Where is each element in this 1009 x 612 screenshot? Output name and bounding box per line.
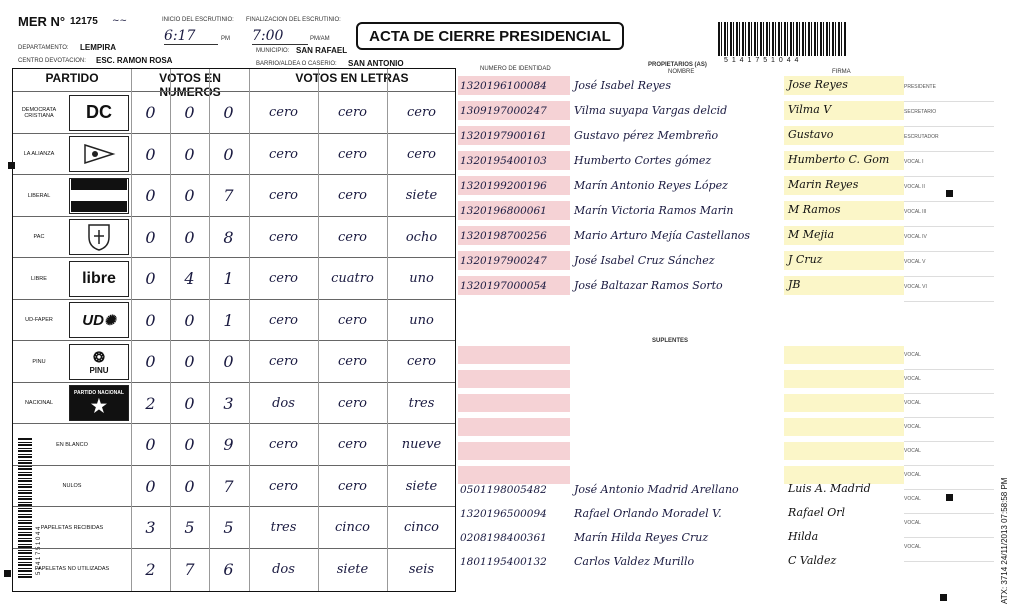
vote-word: dos	[272, 561, 295, 577]
departamento-value: LEMPIRA	[80, 43, 116, 52]
vote-row	[13, 548, 455, 591]
member-name: José Baltazar Ramos Sorto	[574, 279, 723, 292]
vote-word: cero	[337, 229, 367, 245]
role-label: VOCAL VI	[904, 284, 994, 302]
vote-word: cero	[337, 146, 367, 162]
municipio-value: SAN RAFAEL	[296, 46, 348, 55]
liberal-flag-icon	[69, 178, 129, 214]
signature: Jose Reyes	[788, 78, 848, 91]
suplentes-header: SUPLENTES	[652, 338, 689, 344]
vote-digit: 0	[223, 103, 234, 123]
vote-word: uno	[409, 312, 434, 328]
vote-word: cero	[268, 105, 298, 121]
blank-signature-field	[784, 442, 904, 460]
signature: Gustavo	[788, 128, 834, 141]
vote-digit: 7	[184, 559, 195, 579]
member-id: 1320196800061	[458, 201, 570, 220]
role-label: VOCAL	[904, 496, 994, 514]
registration-mark	[940, 594, 947, 601]
vote-digit: 1	[223, 269, 234, 289]
blank-id-field	[458, 370, 570, 388]
signature: J Cruz	[788, 253, 823, 266]
signature-field	[784, 552, 904, 571]
registration-mark	[8, 162, 15, 169]
pac-shield-icon	[69, 219, 129, 255]
vote-digit: 0	[145, 476, 156, 496]
member-id: 1320197900247	[458, 251, 570, 270]
signature: Rafael Orl	[788, 506, 846, 519]
vote-word: cero	[268, 312, 298, 328]
grid-line	[318, 69, 319, 591]
member-name: José Isabel Cruz Sánchez	[574, 254, 715, 267]
vote-word: cero	[337, 105, 367, 121]
vote-row	[13, 91, 455, 134]
role-label: SECRETARIO	[904, 109, 994, 127]
party-logo	[67, 341, 131, 383]
party-logo	[67, 175, 131, 217]
mer-number: 12175	[70, 16, 98, 27]
finalizacion-label: FINALIZACION DEL ESCRUTINIO:	[246, 17, 341, 23]
signature: JB	[788, 278, 801, 291]
member-name: Humberto Cortes gómez	[574, 154, 712, 167]
centro-label: CENTRO DEVOTACION:	[18, 58, 86, 64]
member-id: 1320198700256	[458, 226, 570, 245]
inicio-value: 6:17	[164, 28, 218, 45]
signature-field	[784, 176, 904, 195]
member-id: 1320196100084	[458, 76, 570, 95]
vote-digit: 0	[145, 435, 156, 455]
vote-word: cero	[268, 437, 298, 453]
blank-id-field	[458, 346, 570, 364]
vote-row	[13, 299, 455, 342]
member-row	[458, 201, 904, 220]
date-stamp: ATX: 3714 24/11/2013 07:58:58 PM	[1000, 477, 1009, 604]
party-name: PAC	[33, 234, 45, 241]
vote-digit: 0	[184, 310, 195, 330]
member-name: Carlos Valdez Murillo	[574, 555, 695, 568]
vote-word: cero	[268, 478, 298, 494]
blank-signature-field	[784, 346, 904, 364]
vote-word: cero	[268, 146, 298, 162]
role-label: VOCAL	[904, 448, 994, 466]
finalizacion-value: 7:00	[252, 28, 308, 45]
vote-word: tres	[408, 395, 435, 411]
blank-id-field	[458, 418, 570, 436]
vote-word: tres	[270, 520, 297, 536]
registration-mark	[946, 190, 953, 197]
member-id: 1309197000247	[458, 101, 570, 120]
signature-field	[784, 504, 904, 523]
vote-digit: 5	[223, 518, 234, 538]
vote-digit: 5	[184, 518, 195, 538]
member-id: 1320197900161	[458, 126, 570, 145]
col-nombre-header: NOMBRE	[668, 69, 695, 75]
col-letras-header: VOTOS EN LETRAS	[295, 71, 409, 85]
vote-digit: 3	[145, 518, 156, 538]
role-label: VOCAL	[904, 544, 994, 562]
party-name: LIBRE	[31, 275, 47, 282]
vote-word: cero	[268, 354, 298, 370]
member-name: Vilma suyapa Vargas delcid	[574, 104, 728, 117]
member-row	[458, 276, 904, 295]
signature: Luis A. Madrid	[788, 482, 871, 495]
vote-row	[13, 465, 455, 508]
inicio-ampm: PM	[221, 36, 230, 42]
col-identidad-header: NUMERO DE IDENTIDAD	[480, 66, 551, 72]
party-name: LA ALIANZA	[23, 151, 55, 158]
finalizacion-ampm: PM/AM	[310, 36, 330, 42]
signature-field	[784, 101, 904, 120]
signature: Vilma V	[788, 103, 832, 116]
member-id: 0208198400361	[460, 531, 547, 544]
member-name: Marín Antonio Reyes López	[574, 179, 728, 192]
vote-word: siete	[405, 188, 438, 204]
col-propietarios-header: PROPIETARIOS (AS)	[648, 62, 707, 68]
vote-digit: 0	[184, 144, 195, 164]
member-name: Mario Arturo Mejía Castellanos	[574, 229, 751, 242]
party-name: UD-FAPER	[25, 317, 53, 324]
party-logo	[67, 300, 131, 342]
vote-digit: 2	[145, 393, 156, 413]
member-id: 1320197000054	[458, 276, 570, 295]
vote-word: cero	[406, 354, 436, 370]
role-label: VOCAL	[904, 376, 994, 394]
ud-logo-icon: UD ✺	[69, 302, 129, 338]
suplente-row	[458, 504, 904, 523]
member-id: 1320195400103	[458, 151, 570, 170]
member-row	[458, 101, 904, 120]
vote-digit: 0	[145, 227, 156, 247]
party-logo	[67, 383, 131, 425]
role-label: VOCAL IV	[904, 234, 994, 252]
signature-field	[784, 528, 904, 547]
vote-row	[13, 382, 455, 425]
vote-word: cero	[406, 105, 436, 121]
row-label: PAPELETAS RECIBIDAS	[40, 524, 104, 531]
blank-signature-field	[784, 370, 904, 388]
col-partido-header: PARTIDO	[45, 71, 99, 85]
document-title: ACTA DE CIERRE PRESIDENCIAL	[356, 22, 624, 50]
grid-line	[249, 69, 250, 591]
vote-word: cinco	[404, 520, 439, 536]
vote-digit: 7	[223, 186, 234, 206]
grid-line	[387, 69, 388, 591]
row-label: PAPELETAS NO UTILIZADAS	[34, 566, 110, 573]
vote-digit: 0	[184, 227, 195, 247]
vote-digit: 3	[223, 393, 234, 413]
blank-signature-field	[784, 394, 904, 412]
vote-word: cero	[337, 395, 367, 411]
vote-word: cero	[337, 354, 367, 370]
member-row	[458, 251, 904, 270]
barcode	[718, 22, 846, 56]
signature-field	[784, 251, 904, 270]
signature-field	[784, 151, 904, 170]
member-row	[458, 151, 904, 170]
party-name: DEMOCRATA CRISTIANA	[21, 106, 57, 119]
role-label: VOCAL V	[904, 259, 994, 277]
vote-word: nueve	[401, 437, 442, 453]
nacional-star-icon: PARTIDO NACIONAL ★	[69, 385, 129, 421]
signature-field	[784, 201, 904, 220]
member-row	[458, 176, 904, 195]
vote-digit: 0	[145, 352, 156, 372]
vote-word: cinco	[335, 520, 370, 536]
vote-digit: 0	[184, 103, 195, 123]
inicio-label: INICIO DEL ESCRUTINIO:	[162, 17, 234, 23]
pinu-logo-icon: ❂ PINU	[69, 344, 129, 380]
barrio-label: BARRIO/ALDEA O CASERIO:	[256, 61, 337, 67]
blank-id-field	[458, 394, 570, 412]
vote-row	[13, 216, 455, 259]
grid-line	[170, 69, 171, 591]
vote-digit: 0	[184, 476, 195, 496]
signature-field	[784, 480, 904, 499]
blank-signature-field	[784, 418, 904, 436]
vote-word: cero	[337, 188, 367, 204]
role-label: ESCRUTADOR	[904, 134, 994, 152]
vote-digit: 0	[145, 144, 156, 164]
party-name: PINU	[32, 358, 46, 365]
row-label: NULOS	[62, 483, 82, 490]
member-name: José Antonio Madrid Arellano	[574, 483, 739, 496]
vote-digit: 0	[184, 435, 195, 455]
left-barcode-digits: 5 1 4 1 7 5 1 0 4 4	[36, 526, 42, 575]
vote-word: dos	[272, 395, 295, 411]
dc-logo-icon: DC	[69, 95, 129, 131]
suplente-row	[458, 528, 904, 547]
vote-row	[13, 340, 455, 383]
party-logo	[67, 92, 131, 134]
role-label: VOCAL	[904, 472, 994, 490]
barcode-digits: 5 1 4 1 7 5 1 0 4 4	[724, 57, 800, 64]
role-label: VOCAL	[904, 520, 994, 538]
vote-digit: 1	[223, 310, 234, 330]
member-name: Marín Victoria Ramos Marin	[574, 204, 734, 217]
libre-logo-icon: libre	[69, 261, 129, 297]
signature-field	[784, 76, 904, 95]
member-id: 0501198005482	[460, 483, 547, 496]
suplente-row	[458, 480, 904, 499]
vote-word: cero	[337, 478, 367, 494]
vote-digit: 0	[145, 103, 156, 123]
vote-digit: 2	[145, 559, 156, 579]
vote-table	[12, 68, 456, 592]
party-logo	[67, 217, 131, 259]
vote-word: cero	[337, 312, 367, 328]
vote-digit: 0	[223, 352, 234, 372]
vote-word: seis	[408, 561, 435, 577]
vote-word: siete	[336, 561, 369, 577]
col-numeros-header: VOTOS EN NUMEROS	[159, 71, 221, 99]
vote-word: cero	[337, 437, 367, 453]
role-label: VOCAL	[904, 352, 994, 370]
role-label: VOCAL	[904, 424, 994, 442]
vote-word: cuatro	[331, 271, 374, 287]
role-label: VOCAL III	[904, 209, 994, 227]
vote-digit: 0	[184, 352, 195, 372]
vote-digit: 4	[184, 269, 195, 289]
signature-field	[784, 126, 904, 145]
row-label: EN BLANCO	[56, 441, 88, 448]
role-label: VOCAL I	[904, 159, 994, 177]
vote-word: ocho	[405, 229, 438, 245]
vote-digit: 0	[145, 186, 156, 206]
mer-label: MER N°	[18, 14, 66, 29]
vote-word: cero	[268, 271, 298, 287]
member-id: 1320196500094	[460, 507, 547, 520]
signature: Marin Reyes	[788, 178, 859, 191]
role-label: PRESIDENTE	[904, 84, 994, 102]
vote-digit: 8	[223, 227, 234, 247]
vote-word: cero	[268, 229, 298, 245]
vote-digit: 7	[223, 476, 234, 496]
vote-word: uno	[409, 271, 434, 287]
signature: Hilda	[788, 530, 819, 543]
alianza-logo-icon	[69, 136, 129, 172]
member-name: José Isabel Reyes	[574, 79, 671, 92]
vote-row	[13, 257, 455, 300]
member-row	[458, 76, 904, 95]
vote-digit: 0	[145, 310, 156, 330]
grid-line	[131, 69, 132, 591]
vote-word: cero	[268, 188, 298, 204]
vote-word: siete	[405, 478, 438, 494]
signature: C Valdez	[788, 554, 837, 567]
party-logo	[67, 258, 131, 300]
vote-digit: 9	[223, 435, 234, 455]
registration-mark	[946, 494, 953, 501]
suplente-row	[458, 552, 904, 571]
centro-value: ESC. RAMON ROSA	[96, 56, 173, 65]
member-name: Marín Hilda Reyes Cruz	[574, 531, 709, 544]
party-logo	[67, 134, 131, 176]
role-label: VOCAL	[904, 400, 994, 418]
signature: Humberto C. Gom	[788, 153, 890, 166]
grid-line	[209, 69, 210, 591]
blank-id-field	[458, 442, 570, 460]
registration-mark	[4, 570, 11, 577]
departamento-label: DEPARTAMENTO:	[18, 45, 69, 51]
signature: M Mejia	[788, 228, 835, 241]
member-name: Rafael Orlando Moradel V.	[574, 507, 722, 520]
party-name: NACIONAL	[24, 400, 54, 407]
col-firma-header: FIRMA	[832, 69, 851, 75]
vote-digit: 0	[145, 269, 156, 289]
member-id: 1320199200196	[458, 176, 570, 195]
role-label: VOCAL II	[904, 184, 994, 202]
member-name: Gustavo pérez Membreño	[574, 129, 719, 142]
member-row	[458, 126, 904, 145]
vote-row	[13, 506, 455, 549]
municipio-label: MUNICIPIO:	[256, 48, 290, 54]
vote-digit: 0	[223, 144, 234, 164]
signature-field	[784, 226, 904, 245]
member-id: 1801195400132	[460, 555, 547, 568]
vote-digit: 6	[223, 559, 234, 579]
party-name: LIBERAL	[27, 192, 51, 199]
member-row	[458, 226, 904, 245]
barrio-value: SAN ANTONIO	[348, 59, 404, 68]
vote-row	[13, 133, 455, 176]
signature-field	[784, 276, 904, 295]
vote-row	[13, 174, 455, 217]
vote-digit: 0	[184, 393, 195, 413]
signature: M Ramos	[788, 203, 841, 216]
vote-row	[13, 423, 455, 466]
mer-handwritten-scribble: ~~	[112, 16, 128, 26]
vote-word: cero	[406, 146, 436, 162]
vote-digit: 0	[184, 186, 195, 206]
